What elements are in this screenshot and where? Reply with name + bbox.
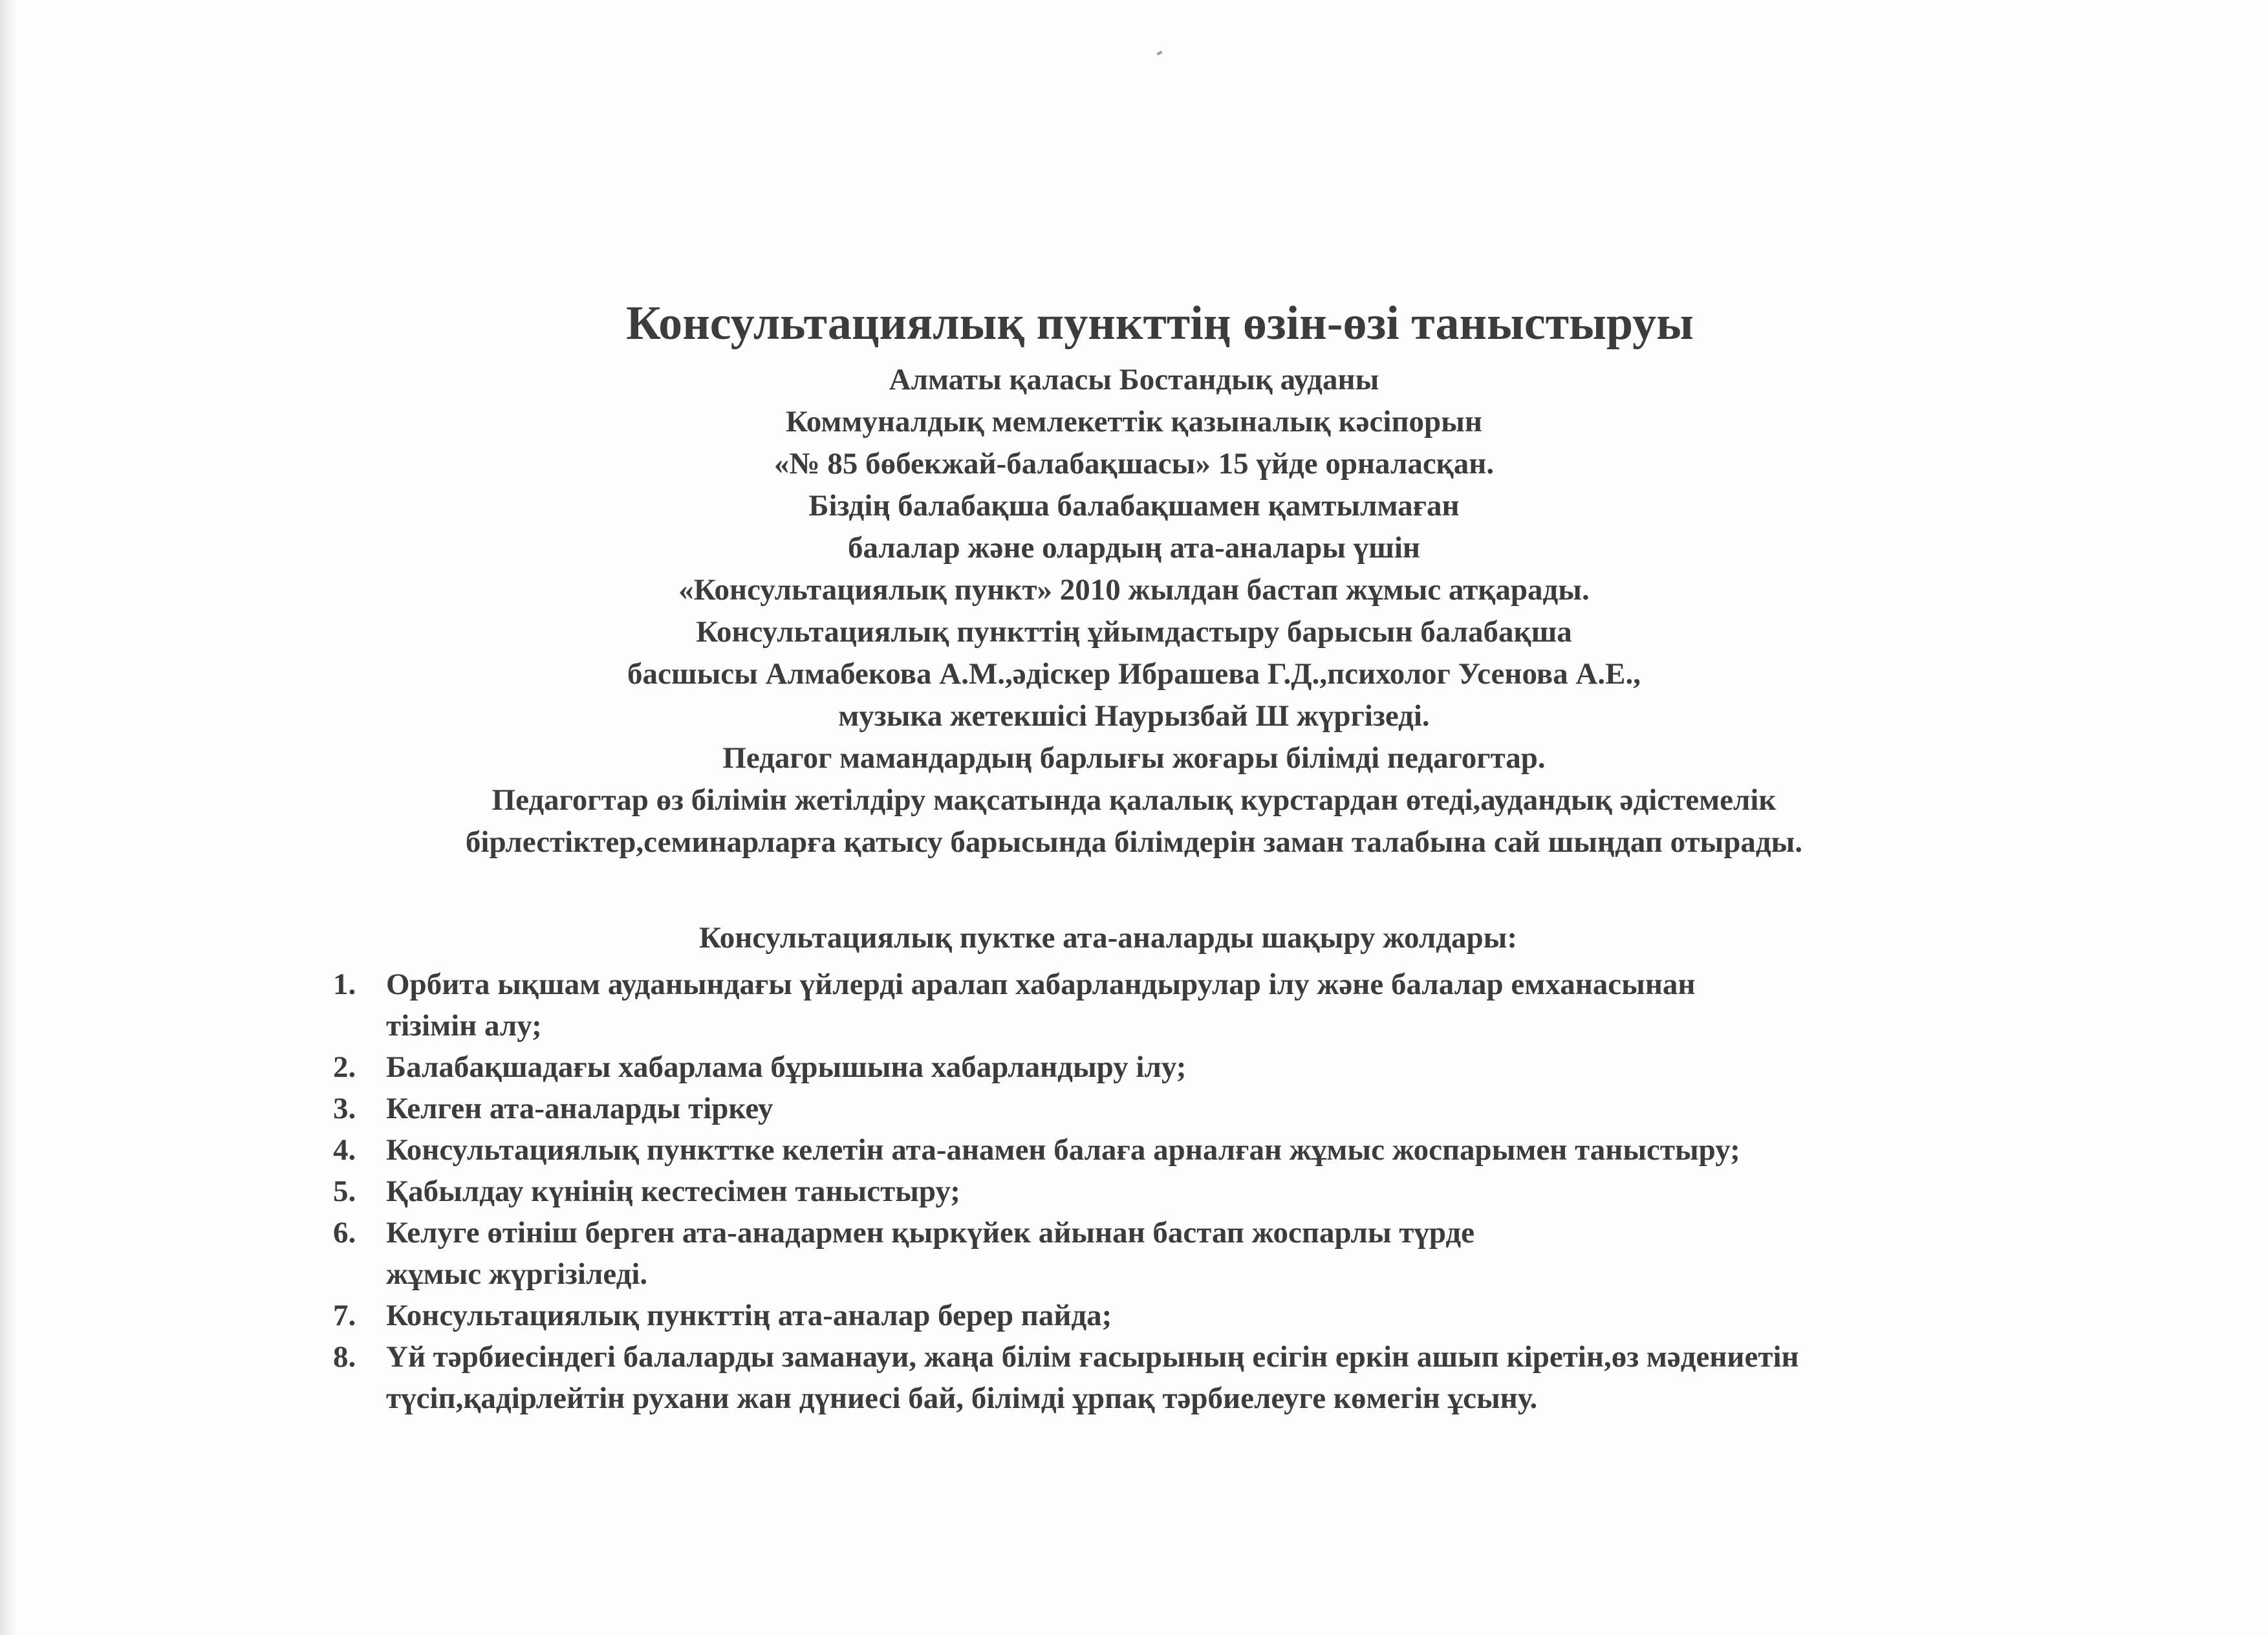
list-item [333,1171,2209,1212]
list-item-text: түсіп,қадірлейтін рухани жан дүниесі бай, білімді ұрпақ тәрбиелеуге көмегін ұсыну. [386,1381,1538,1415]
list-item-number: 4. [333,1133,356,1167]
list-item-number: 3. [333,1092,356,1125]
intro-line: басшысы Алмабекова А.М.,әдіскер Ибрашева Г.Д.,психолог Усенова А.Е., [627,657,1641,691]
list-item-text: жұмыс жүргізіледі. [386,1257,648,1291]
list-item-text: Үй тәрбиесіндегі балаларды заманауи, жаңа білім ғасырының есігін еркін ашып кіретін,өз мәдениетін [386,1340,1799,1374]
list-item-text: Балабақшадағы хабарлама бұрышына хабарландыру ілу; [386,1050,1187,1084]
list-item-number: 7. [333,1299,356,1332]
list-item-text: тізімін алу; [386,1009,542,1043]
list-item [333,1336,2209,1419]
intro-line: Педагогтар өз білімін жетілдіру мақсатында қалалық курстардан өтеді,аудандық әдістемелік [491,783,1777,817]
list-item-number: 1. [333,968,356,1001]
intro-line: Коммуналдық мемлекеттік қазыналық кәсіпорын [786,405,1482,439]
list-item-text: Консультациялық пункттке келетін ата-анамен балаға арналған жұмыс жоспарымен таныстыру; [386,1133,1740,1167]
intro-paragraph [0,359,2268,863]
list-item [333,1046,2209,1088]
list-item-number: 6. [333,1216,356,1250]
list-item-number: 2. [333,1050,356,1084]
list-item [333,1129,2209,1171]
list-item-text: Келген ата-аналарды тіркеу [386,1092,773,1125]
intro-line: Педагог мамандардың барлығы жоғары білімді педагогтар. [722,741,1546,775]
list-item [333,1088,2209,1129]
document-title: Консультациялық пункттің өзін-өзі таныстыруы [626,297,1694,350]
intro-line: Консультациялық пункттің ұйымдастыру барысын балабақша [696,615,1572,649]
intro-line: «Консультациялық пункт» 2010 жылдан бастап жұмыс атқарады. [678,573,1590,607]
list-item-number: 8. [333,1340,356,1374]
list-item-text: Консультациялық пункттің ата-аналар берер пайда; [386,1299,1112,1332]
invite-heading: Консультациялық пуктке ата-аналарды шақыру жолдары: [698,921,1518,955]
list-item [333,1295,2209,1336]
intro-line: музыка жетекшісі Наурызбай Ш жүргізеді. [838,699,1430,733]
list-item [333,964,2209,1046]
invite-methods-list [333,964,2209,1419]
intro-line: «№ 85 бөбекжай-балабақшасы» 15 үйде орналасқан. [773,447,1495,481]
list-item-text: Келуге өтініш берген ата-анадармен қыркүйек айынан бастап жоспарлы түрде [386,1216,1475,1250]
intro-line: балалар және олардың ата-аналары үшін [847,531,1420,565]
scan-speck [1157,50,1163,55]
intro-line: Біздің балабақша балабақшамен қамтылмаған [808,489,1460,523]
list-item [333,1212,2209,1295]
intro-line: Алматы қаласы Бостандық ауданы [889,363,1379,396]
list-item-text: Қабылдау күнінің кестесімен таныстыру; [386,1175,960,1208]
list-item-number: 5. [333,1175,356,1208]
intro-line: бірлестіктер,семинарларға қатысу барысында білімдерін заман талабына сай шыңдап отырады. [465,825,1803,859]
list-item-text: Орбита ықшам ауданындағы үйлерді аралап хабарландырулар ілу және балалар емханасынан [386,968,1696,1001]
